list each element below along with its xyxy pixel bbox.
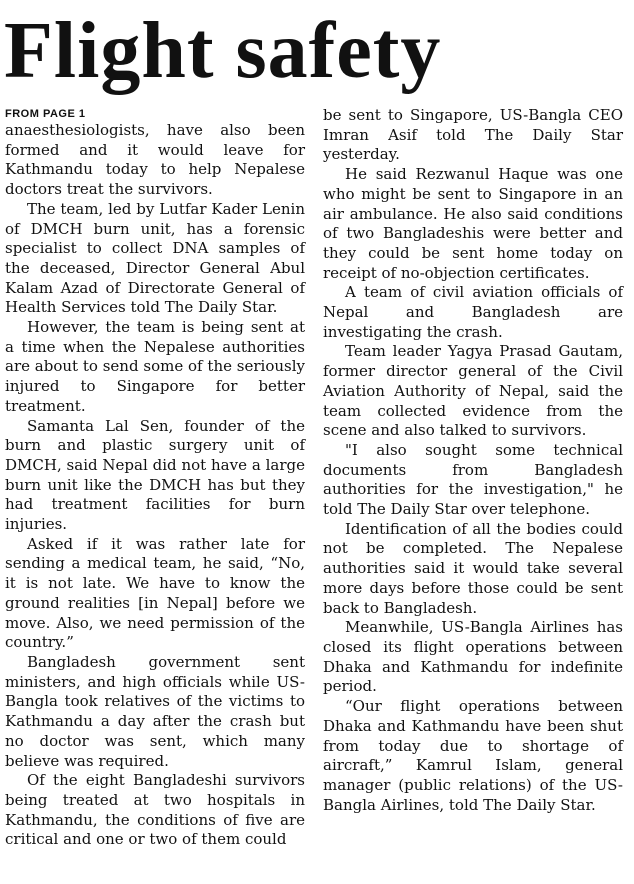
- paragraph: Asked if it was rather late for sending a medical team, he said, “No, it is not late. We have to know the ground realities [in Nepal] before we move. Also, we need permission of the country.”: [5, 534, 305, 652]
- paragraph: Team leader Yagya Prasad Gautam, former director general of the Civil Aviation Authority of Nepal, said the team collected evidence from the scene and also talked to survivors.: [323, 342, 623, 440]
- paragraph: Of the eight Bangladeshi survivors being treated at two hospitals in Kathmandu, the conditions of five are critical and one or two of them could: [5, 771, 305, 849]
- paragraph: He said Rezwanul Haque was one who might be sent to Singapore in an air ambulance. He also said conditions of two Bangladeshis were better and they could be sent home today on receipt of no-objection certificates.: [323, 165, 623, 282]
- paragraph: Meanwhile, US-Bangla Airlines has closed its flight operations between Dhaka and Kathmandu for indefinite period.: [323, 618, 623, 696]
- paragraph: be sent to Singapore, US-Bangla CEO Imran Asif told The Daily Star yesterday.: [323, 106, 623, 164]
- paragraph: anaesthesiologists, have also been formed and it would leave for Kathmandu today to help Nepalese doctors treat the survivors.: [5, 121, 305, 199]
- headline: Flight safety: [4, 7, 442, 95]
- paragraph: Bangladesh government sent ministers, and high officials while US-Bangla took relatives of the victims to Kathmandu a day after the crash but no doctor was sent, which many believe was required.: [5, 652, 305, 770]
- paragraph: The team, led by Lutfar Kader Lenin of DMCH burn unit, has a forensic specialist to collect DNA samples of the deceased, Director General Abul Kalam Azad of Directorate General of Health Services told The Daily Star.: [5, 199, 305, 317]
- paragraph: Samanta Lal Sen, founder of the burn and plastic surgery unit of DMCH, said Nepal did not have a large burn unit like the DMCH has but they had treatment facilities for burn injuries.: [5, 416, 305, 534]
- paragraph: However, the team is being sent at a time when the Nepalese authorities are about to send some of the seriously injured to Singapore for better treatment.: [5, 318, 305, 415]
- jump-label: FROM PAGE 1: [5, 108, 86, 120]
- paragraph: Identification of all the bodies could not be completed. The Nepalese authorities said it would take several more days before those could be sent back to Bangladesh.: [323, 519, 623, 617]
- paragraph: "I also sought some technical documents from Bangladesh authorities for the investigation," he told The Daily Star over telephone.: [323, 440, 623, 519]
- right-column: [323, 106, 623, 815]
- paragraph: A team of civil aviation officials of Nepal and Bangladesh are investigating the crash.: [323, 283, 623, 341]
- paragraph: “Our flight operations between Dhaka and Kathmandu have been shut from today due to shortage of aircraft,” Kamrul Islam, general manager (public relations) of the US-Bangla Airlines, told The Daily Star.: [323, 697, 623, 814]
- left-column: [5, 108, 305, 850]
